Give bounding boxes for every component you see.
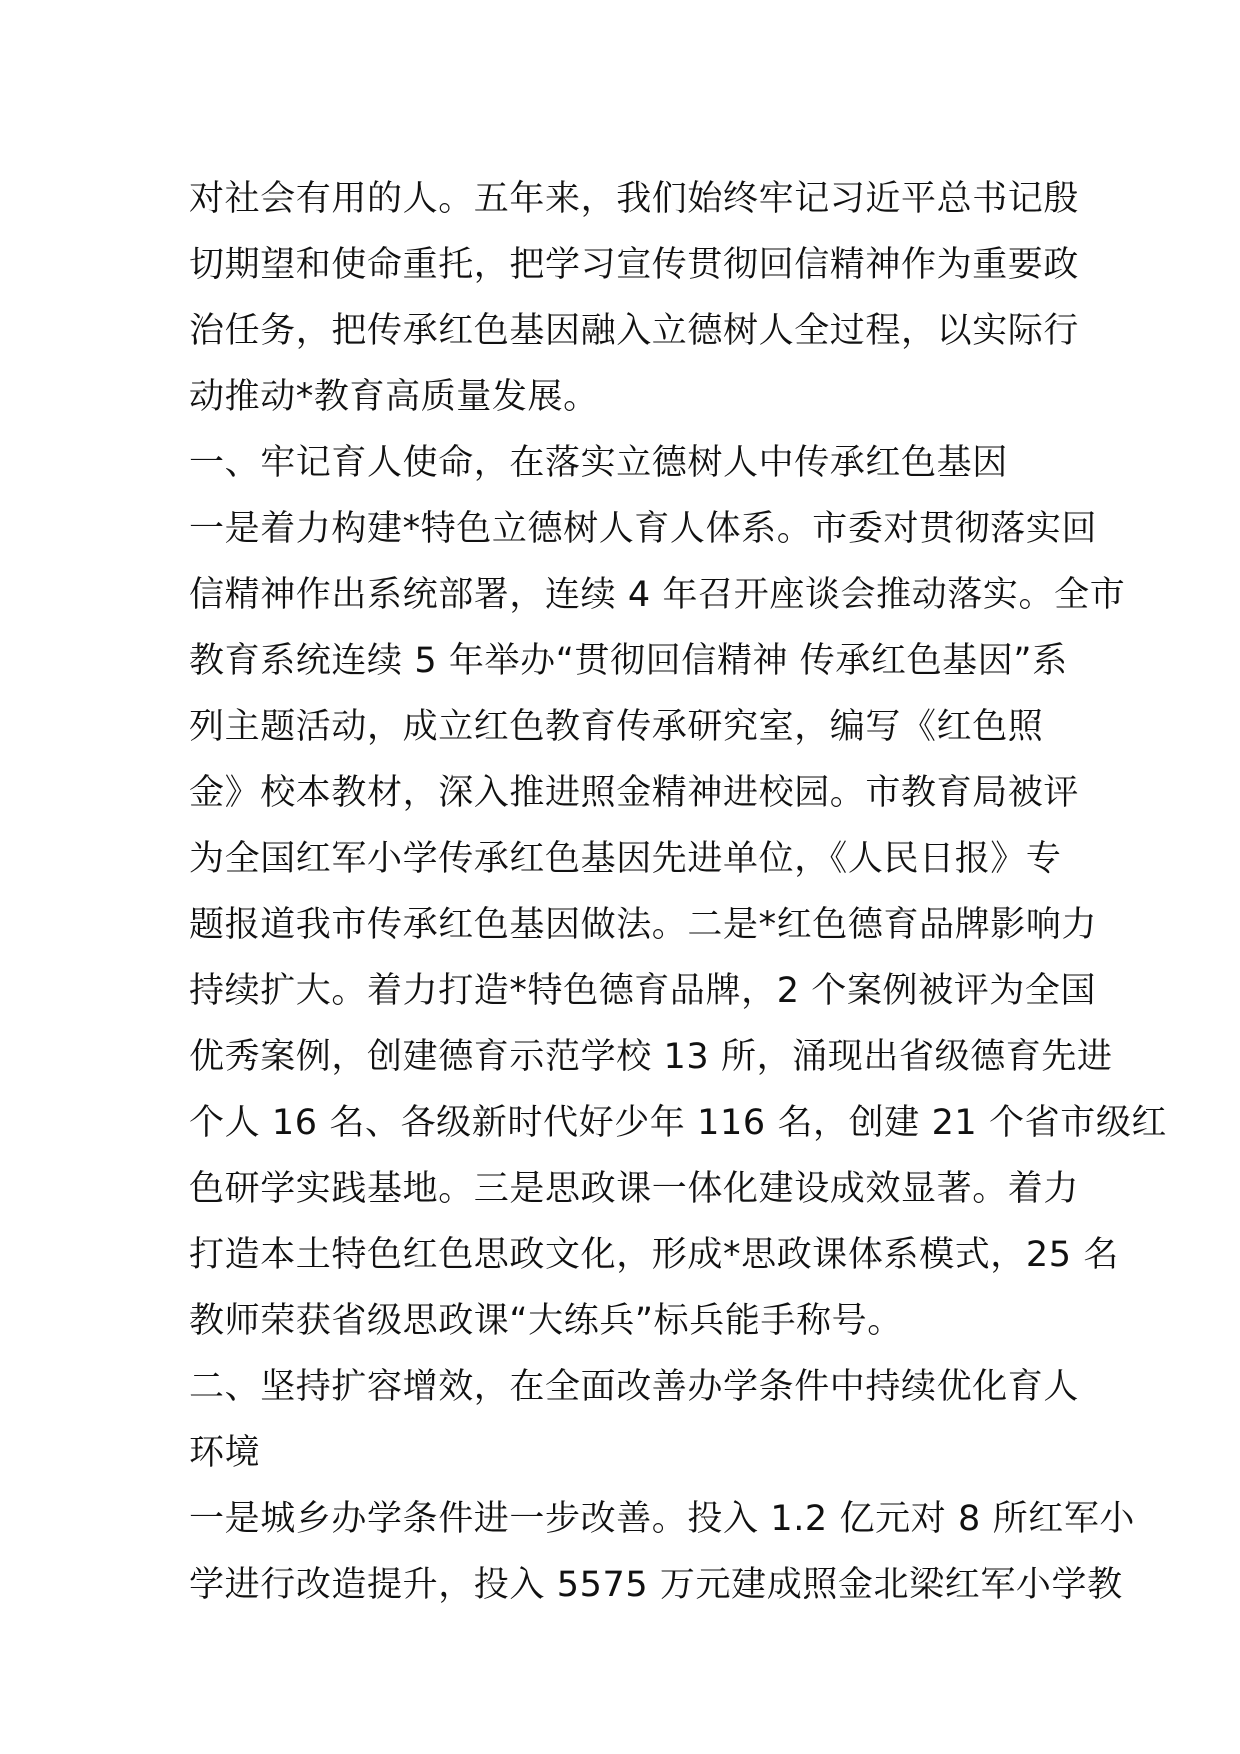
text-line: 信精神作出系统部署，连续 4 年召开座谈会推动落实。全市 (189, 575, 1126, 615)
text-line: 金》校本教材，深入推进照金精神进校园。市教育局被评 (189, 773, 1080, 813)
section-heading-2 (189, 1354, 1080, 1486)
text-line: 打造本土特色红色思政文化，形成*思政课体系模式，25 名 (189, 1235, 1119, 1275)
text-line: 优秀案例，创建德育示范学校 13 所，涌现出省级德育先进 (189, 1037, 1113, 1077)
paragraph-section-1 (189, 496, 1168, 1354)
text-line: 为全国红军小学传承红色基因先进单位，《人民日报》专 (189, 839, 1062, 879)
text-line: 学进行改造提升，投入 5575 万元建成照金北梁红军小学教 (189, 1565, 1123, 1605)
text-line: 色研学实践基地。三是思政课一体化建设成效显著。着力 (189, 1169, 1080, 1209)
text-line: 一是城乡办学条件进一步改善。投入 1.2 亿元对 8 所红军小 (189, 1499, 1136, 1539)
text-line: 教师荣获省级思政课“大练兵”标兵能手称号。 (189, 1301, 903, 1341)
text-line: 治任务，把传承红色基因融入立德树人全过程，以实际行 (189, 311, 1080, 351)
heading-line: 二、坚持扩容增效，在全面改善办学条件中持续优化育人 (189, 1367, 1080, 1407)
text-line: 题报道我市传承红色基因做法。二是*红色德育品牌影响力 (189, 905, 1098, 945)
document-body (189, 166, 1168, 1618)
text-line: 动推动*教育高质量发展。 (189, 377, 599, 417)
text-line: 教育系统连续 5 年举办“贯彻回信精神 传承红色基因”系 (189, 641, 1068, 681)
section-heading-1 (189, 430, 1059, 496)
text-line: 对社会有用的人。五年来，我们始终牢记习近平总书记殷 (189, 179, 1080, 219)
paragraph-section-2 (189, 1486, 1136, 1618)
text-line: 一是着力构建*特色立德树人育人体系。市委对贯彻落实回 (189, 509, 1098, 549)
heading-line: 一、牢记育人使命，在落实立德树人中传承红色基因 (189, 443, 1008, 483)
heading-line: 环境 (189, 1433, 261, 1473)
paragraph-intro (189, 166, 1080, 430)
text-line: 切期望和使命重托，把学习宣传贯彻回信精神作为重要政 (189, 245, 1080, 285)
text-line: 列主题活动，成立红色教育传承研究室，编写《红色照 (189, 707, 1044, 747)
text-line: 个人 16 名、各级新时代好少年 116 名，创建 21 个省市级红 (189, 1103, 1168, 1143)
text-line: 持续扩大。着力打造*特色德育品牌，2 个案例被评为全国 (189, 971, 1097, 1011)
